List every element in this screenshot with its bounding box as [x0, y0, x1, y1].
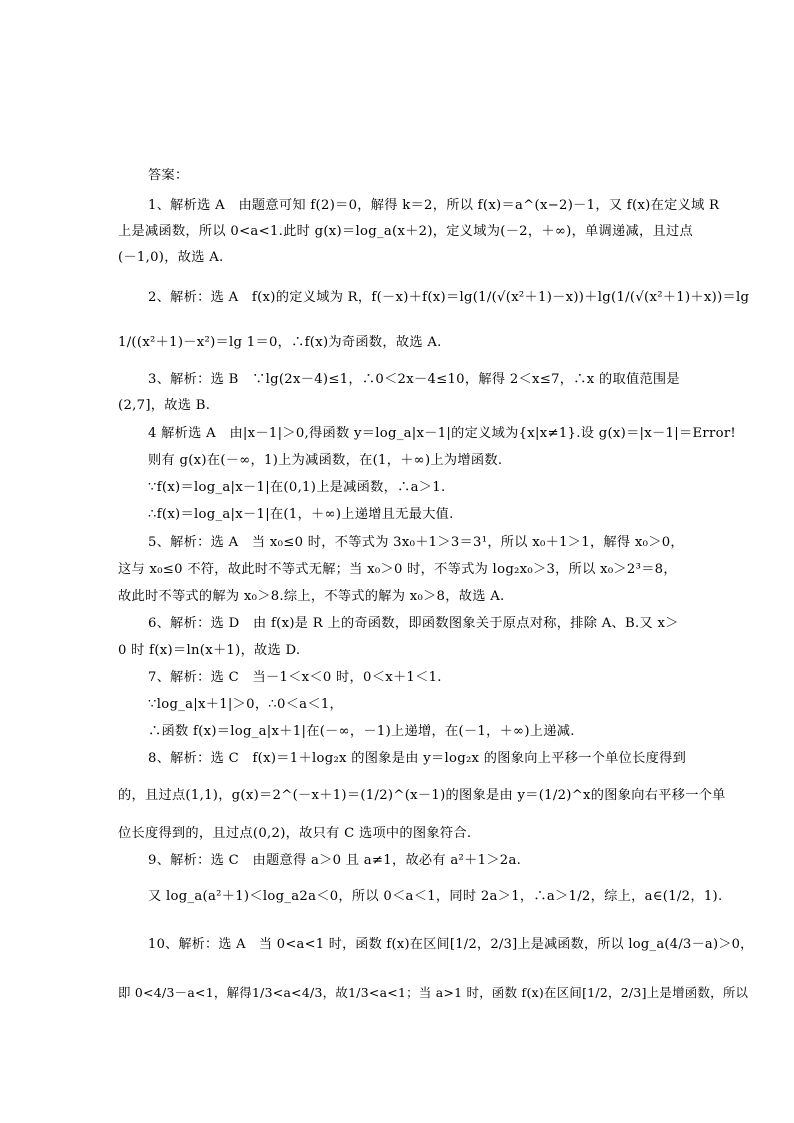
answer-line: 上是减函数，所以 0<a<1.此时 g(x)＝log_a(x＋2)，定义域为(－2，＋∞)，单调递减，且过点 [118, 224, 693, 239]
answer-line: ∴f(x)＝log_a|x－1|在(1，＋∞)上递增且无最大值. [148, 507, 454, 522]
answer-line: ∴函数 f(x)＝log_a|x＋1|在(－∞，－1)上递增，在(－1，＋∞)上递减. [148, 724, 575, 739]
answer-line: 4 解析选 A 由|x－1|＞0,得函数 y＝log_a|x－1|的定义域为{x|x≠1}.设 g(x)＝|x－1|＝Error! [148, 426, 737, 441]
answer-line: 又 log_a(a²＋1)＜log_a2a＜0，所以 0＜a＜1，同时 2a＞1，∴a＞1/2，综上，a∈(1/2，1). [148, 889, 723, 904]
answer-line: 则有 g(x)在(－∞，1)上为减函数，在(1，＋∞)上为增函数. [148, 453, 503, 468]
answer-line: (2,7]，故选 B. [118, 398, 211, 413]
answer-line: 2、解析：选 A f(x)的定义域为 R，f(－x)＋f(x)＝lg(1/(√(x²＋1)－x))＋lg(1/(√(x²＋1)＋x))＝lg [148, 290, 750, 305]
answer-line: 3、解析：选 B ∵lg(2x－4)≤1，∴0＜2x－4≤10，解得 2＜x≤7，∴x 的取值范围是 [148, 372, 680, 387]
answer-line: 即 0<4/3－a<1，解得1/3<a<4/3，故1/3<a<1；当 a>1 时，函数 f(x)在区间[1/2，2/3]上是增函数，所以 [118, 985, 749, 1000]
answer-line: 1/((x²＋1)－x²)＝lg 1＝0，∴f(x)为奇函数，故选 A. [118, 335, 442, 350]
answer-line: ∵f(x)＝log_a|x－1|在(0,1)上是减函数，∴a＞1. [148, 480, 446, 495]
answer-line: 1、解析选 A 由题意可知 f(2)＝0，解得 k＝2，所以 f(x)＝a^(x−2)－1，又 f(x)在定义域 R [148, 198, 720, 213]
answers-heading: 答案： [148, 168, 189, 183]
answer-line: ∵log_a|x＋1|＞0，∴0＜a＜1， [148, 697, 344, 712]
answer-line: 位长度得到的，且过点(0,2)，故只有 C 选项中的图象符合. [118, 826, 472, 841]
answer-line: 0 时 f(x)＝ln(x＋1)，故选 D. [118, 643, 301, 658]
answer-line: 故此时不等式的解为 x₀＞8.综上，不等式的解为 x₀＞8，故选 A. [118, 589, 505, 604]
answer-line: 这与 x₀≤0 不符，故此时不等式无解；当 x₀＞0 时，不等式为 log₂x₀＞3，所以 x₀＞2³＝8， [118, 562, 677, 577]
answer-line: 5、解析：选 A 当 x₀≤0 时，不等式为 3x₀＋1＞3＝3¹，所以 x₀＋1＞1，解得 x₀＞0， [148, 535, 684, 550]
answer-line: 10、解析：选 A 当 0<a<1 时，函数 f(x)在区间[1/2，2/3]上是减函数，所以 log_a(4/3－a)＞0， [148, 937, 754, 952]
answer-line: 8、解析：选 C f(x)＝1＋log₂x 的图象是由 y＝log₂x 的图象向上平移一个单位长度得到 [148, 751, 687, 766]
answer-line: (－1,0)，故选 A. [118, 250, 224, 265]
answer-line: 6、解析：选 D 由 f(x)是 R 上的奇函数，即函数图象关于原点对称，排除 A、B.又 x＞ [148, 616, 679, 631]
answer-line: 的，且过点(1,1)，g(x)＝2^(－x＋1)＝(1/2)^(x－1)的图象是由 y＝(1/2)^x的图象向右平移一个单 [118, 788, 726, 803]
answer-line: 9、解析：选 C 由题意得 a＞0 且 a≠1，故必有 a²＋1＞2a. [148, 853, 522, 868]
answer-line: 7、解析：选 C 当－1＜x＜0 时，0＜x＋1＜1. [148, 670, 442, 685]
